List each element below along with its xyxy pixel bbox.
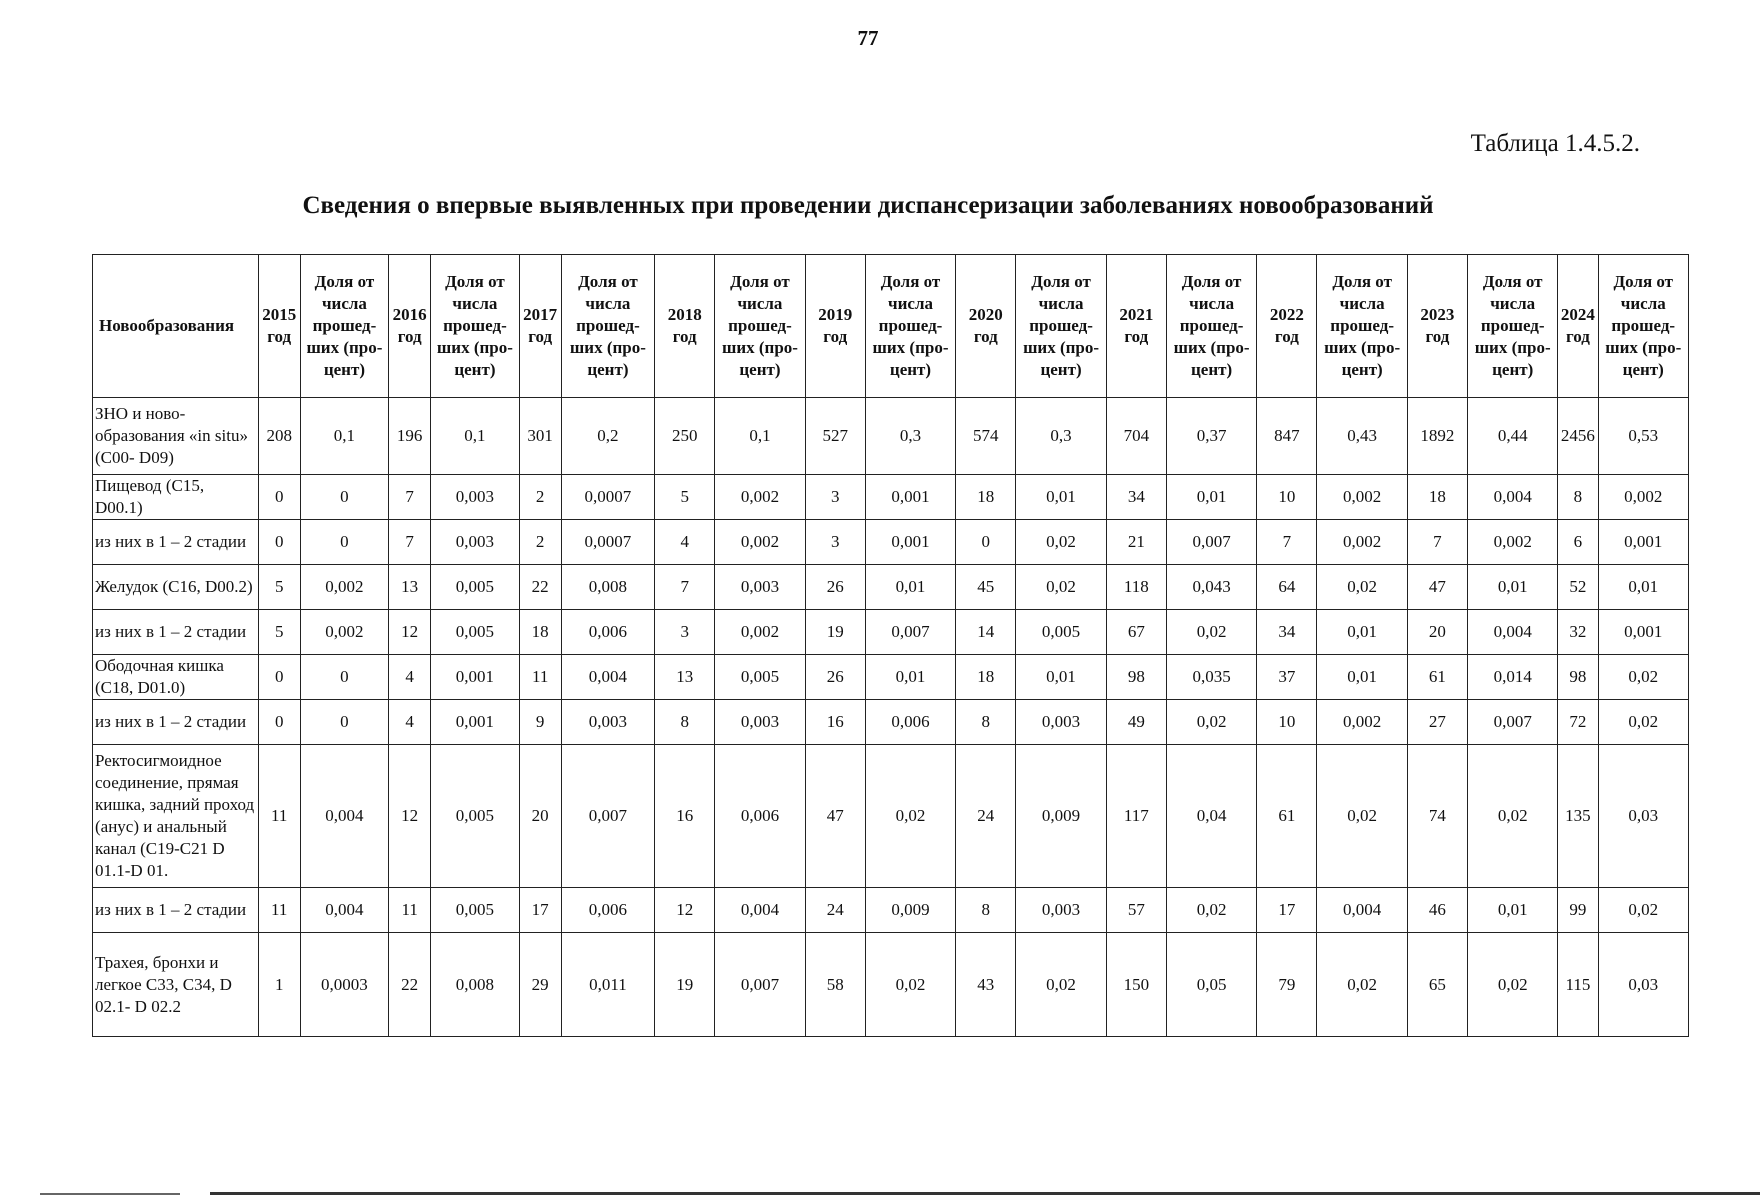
cell-count: 2: [519, 520, 561, 565]
cell-count: 29: [519, 933, 561, 1037]
cell-count: 18: [956, 475, 1016, 520]
cell-count: 16: [655, 745, 715, 888]
cell-count: 0: [258, 655, 300, 700]
cell-share: 0,1: [715, 398, 805, 475]
cell-count: 13: [655, 655, 715, 700]
cell-count: 135: [1558, 745, 1598, 888]
cell-count: 27: [1407, 700, 1467, 745]
cell-share: 0,01: [1468, 888, 1558, 933]
cell-count: 12: [389, 745, 431, 888]
table-row: [93, 700, 1689, 745]
header-year: 2018 год: [655, 255, 715, 398]
cell-count: 19: [655, 933, 715, 1037]
cell-share: 0,004: [561, 655, 654, 700]
page-number: 77: [857, 26, 879, 50]
cell-count: 26: [805, 655, 865, 700]
cell-share: 0,001: [1598, 610, 1689, 655]
document-title: Сведения о впервые выявленных при проведении диспансеризации заболеваниях новообразований: [302, 192, 1434, 219]
cell-count: 7: [1257, 520, 1317, 565]
cell-share: 0,006: [561, 610, 654, 655]
cell-share: 0,011: [561, 933, 654, 1037]
cell-share: 0,005: [431, 888, 519, 933]
cell-share: 0,02: [1317, 933, 1407, 1037]
cell-share: 0,01: [1166, 475, 1256, 520]
cell-count: 7: [389, 475, 431, 520]
cell-count: 8: [956, 700, 1016, 745]
header-share: Доля от числа прошед-ших (про-цент): [1468, 255, 1558, 398]
table-row: [93, 888, 1689, 933]
header-year: 2023 год: [1407, 255, 1467, 398]
cell-count: 34: [1257, 610, 1317, 655]
cell-share: 0,007: [561, 745, 654, 888]
cell-count: 8: [655, 700, 715, 745]
table-header-row: [93, 255, 1689, 398]
cell-share: 0,02: [1598, 888, 1689, 933]
cell-count: 45: [956, 565, 1016, 610]
cell-share: 0,007: [715, 933, 805, 1037]
header-share: Доля от числа прошед-ших (про-цент): [561, 255, 654, 398]
cell-count: 12: [389, 610, 431, 655]
cell-count: 7: [655, 565, 715, 610]
cell-share: 0,02: [1166, 888, 1256, 933]
cell-count: 49: [1106, 700, 1166, 745]
cell-count: 79: [1257, 933, 1317, 1037]
cell-count: 115: [1558, 933, 1598, 1037]
cell-share: 0,02: [1016, 933, 1106, 1037]
header-share: Доля от числа прошед-ших (про-цент): [1166, 255, 1256, 398]
cell-share: 0,02: [1317, 745, 1407, 888]
cell-share: 0,009: [1016, 745, 1106, 888]
header-share: Доля от числа прошед-ших (про-цент): [1598, 255, 1689, 398]
header-year: 2020 год: [956, 255, 1016, 398]
cell-share: 0,02: [1016, 565, 1106, 610]
cell-share: 0,02: [865, 933, 955, 1037]
cell-share: 0,02: [1016, 520, 1106, 565]
cell-share: 0,007: [865, 610, 955, 655]
table-row: [93, 398, 1689, 475]
cell-count: 72: [1558, 700, 1598, 745]
cell-share: 0,001: [865, 520, 955, 565]
cell-share: 0,02: [1598, 655, 1689, 700]
cell-share: 0,003: [715, 700, 805, 745]
cell-share: 0,05: [1166, 933, 1256, 1037]
cell-count: 34: [1106, 475, 1166, 520]
cell-count: 7: [1407, 520, 1467, 565]
cell-count: 5: [655, 475, 715, 520]
cell-count: 17: [519, 888, 561, 933]
header-share: Доля от числа прошед-ших (про-цент): [431, 255, 519, 398]
cell-share: 0,04: [1166, 745, 1256, 888]
cell-count: 22: [519, 565, 561, 610]
cell-share: 0,01: [1016, 475, 1106, 520]
cell-share: 0,37: [1166, 398, 1256, 475]
cell-count: 10: [1257, 700, 1317, 745]
cell-count: 3: [805, 475, 865, 520]
cell-count: 10: [1257, 475, 1317, 520]
cell-count: 11: [519, 655, 561, 700]
cell-count: 250: [655, 398, 715, 475]
cell-share: 0,001: [431, 655, 519, 700]
cell-share: 0,008: [431, 933, 519, 1037]
cell-share: 0,007: [1166, 520, 1256, 565]
cell-count: 3: [805, 520, 865, 565]
cell-count: 1: [258, 933, 300, 1037]
cell-count: 18: [519, 610, 561, 655]
table-row: [93, 475, 1689, 520]
cell-count: 13: [389, 565, 431, 610]
cell-count: 2456: [1558, 398, 1598, 475]
cell-count: 4: [389, 655, 431, 700]
row-name: Ректосигмоидное соединение, прямая кишка, задний проход (анус) и анальный канал (С19-С21 D 01.1-D 01.: [93, 745, 259, 888]
cell-share: 0,01: [865, 565, 955, 610]
cell-share: 0,01: [865, 655, 955, 700]
cell-share: 0,003: [1016, 700, 1106, 745]
cell-share: 0,02: [1166, 610, 1256, 655]
cell-count: 99: [1558, 888, 1598, 933]
cell-share: 0,0007: [561, 475, 654, 520]
cell-share: 0,001: [431, 700, 519, 745]
cell-count: 43: [956, 933, 1016, 1037]
cell-count: 58: [805, 933, 865, 1037]
cell-share: 0: [300, 655, 388, 700]
cell-share: 0,006: [561, 888, 654, 933]
cell-share: 0,002: [715, 520, 805, 565]
cell-share: 0,03: [1598, 745, 1689, 888]
cell-count: 47: [1407, 565, 1467, 610]
table-row: [93, 565, 1689, 610]
header-year: 2024 год: [1558, 255, 1598, 398]
cell-count: 32: [1558, 610, 1598, 655]
cell-share: 0,01: [1468, 565, 1558, 610]
cell-count: 0: [258, 520, 300, 565]
cell-count: 0: [956, 520, 1016, 565]
cell-share: 0,002: [715, 610, 805, 655]
cell-share: 0,006: [715, 745, 805, 888]
cell-share: 0,004: [300, 745, 388, 888]
table-row: [93, 933, 1689, 1037]
cell-share: 0,002: [300, 565, 388, 610]
cell-share: 0,0003: [300, 933, 388, 1037]
cell-count: 301: [519, 398, 561, 475]
cell-count: 5: [258, 610, 300, 655]
cell-share: 0,3: [865, 398, 955, 475]
cell-share: 0,02: [1468, 933, 1558, 1037]
cell-share: 0,014: [1468, 655, 1558, 700]
cell-count: 1892: [1407, 398, 1467, 475]
cell-count: 26: [805, 565, 865, 610]
cell-count: 9: [519, 700, 561, 745]
cell-count: 847: [1257, 398, 1317, 475]
cell-share: 0,53: [1598, 398, 1689, 475]
cell-share: 0,02: [865, 745, 955, 888]
header-year: 2019 год: [805, 255, 865, 398]
cell-count: 0: [258, 700, 300, 745]
cell-share: 0,008: [561, 565, 654, 610]
cell-count: 5: [258, 565, 300, 610]
cell-share: 0: [300, 520, 388, 565]
cell-count: 74: [1407, 745, 1467, 888]
cell-share: 0,003: [715, 565, 805, 610]
row-name: из них в 1 – 2 стадии: [93, 888, 259, 933]
cell-share: 0,003: [431, 520, 519, 565]
cell-count: 11: [258, 888, 300, 933]
cell-share: 0,043: [1166, 565, 1256, 610]
header-year: 2021 год: [1106, 255, 1166, 398]
cell-share: 0,2: [561, 398, 654, 475]
cell-share: 0,43: [1317, 398, 1407, 475]
cell-share: 0,009: [865, 888, 955, 933]
cell-share: 0,002: [300, 610, 388, 655]
cell-count: 4: [389, 700, 431, 745]
header-year: 2022 год: [1257, 255, 1317, 398]
cell-share: 0,005: [431, 745, 519, 888]
cell-count: 527: [805, 398, 865, 475]
cell-share: 0,007: [1468, 700, 1558, 745]
row-name: Пищевод (С15, D00.1): [93, 475, 259, 520]
cell-share: 0,03: [1598, 933, 1689, 1037]
cell-count: 57: [1106, 888, 1166, 933]
cell-count: 2: [519, 475, 561, 520]
cell-count: 46: [1407, 888, 1467, 933]
cell-share: 0,02: [1317, 565, 1407, 610]
cell-count: 64: [1257, 565, 1317, 610]
cell-count: 18: [956, 655, 1016, 700]
cell-count: 8: [1558, 475, 1598, 520]
cell-count: 11: [258, 745, 300, 888]
cell-count: 65: [1407, 933, 1467, 1037]
cell-share: 0,002: [1317, 700, 1407, 745]
cell-share: 0,003: [561, 700, 654, 745]
table-caption: Таблица 1.4.5.2.: [1470, 130, 1640, 157]
cell-count: 61: [1407, 655, 1467, 700]
cell-count: 12: [655, 888, 715, 933]
header-share: Доля от числа прошед-ших (про-цент): [300, 255, 388, 398]
cell-share: 0,005: [431, 565, 519, 610]
row-name: из них в 1 – 2 стадии: [93, 700, 259, 745]
cell-count: 16: [805, 700, 865, 745]
cell-count: 11: [389, 888, 431, 933]
footer-rule: [210, 1192, 1760, 1195]
cell-count: 22: [389, 933, 431, 1037]
cell-count: 18: [1407, 475, 1467, 520]
cell-share: 0: [300, 700, 388, 745]
cell-share: 0,02: [1166, 700, 1256, 745]
cell-count: 17: [1257, 888, 1317, 933]
table-row: [93, 610, 1689, 655]
header-neoplasms: Новообразования: [93, 255, 259, 398]
cell-count: 37: [1257, 655, 1317, 700]
cell-count: 98: [1106, 655, 1166, 700]
cell-share: 0,02: [1468, 745, 1558, 888]
cell-count: 67: [1106, 610, 1166, 655]
header-share: Доля от числа прошед-ших (про-цент): [715, 255, 805, 398]
cell-count: 7: [389, 520, 431, 565]
cell-share: 0,003: [1016, 888, 1106, 933]
cell-count: 574: [956, 398, 1016, 475]
cell-share: 0,01: [1317, 610, 1407, 655]
cell-share: 0,005: [715, 655, 805, 700]
cell-count: 61: [1257, 745, 1317, 888]
cell-share: 0,01: [1598, 565, 1689, 610]
cell-share: 0,002: [1598, 475, 1689, 520]
cell-share: 0,006: [865, 700, 955, 745]
cell-share: 0,0007: [561, 520, 654, 565]
cell-share: 0,004: [715, 888, 805, 933]
table-row: [93, 745, 1689, 888]
cell-share: 0,002: [715, 475, 805, 520]
cell-share: 0,004: [300, 888, 388, 933]
cell-share: 0,44: [1468, 398, 1558, 475]
table-row: [93, 520, 1689, 565]
cell-count: 4: [655, 520, 715, 565]
cell-share: 0,003: [431, 475, 519, 520]
cell-share: 0,002: [1317, 475, 1407, 520]
cell-share: 0,02: [1598, 700, 1689, 745]
row-name: Трахея, бронхи и легкое С33, С34, D 02.1- D 02.2: [93, 933, 259, 1037]
row-name: ЗНО и ново-образования «in situ» (С00- D09): [93, 398, 259, 475]
cell-count: 98: [1558, 655, 1598, 700]
cell-share: 0,002: [1468, 520, 1558, 565]
header-share: Доля от числа прошед-ших (про-цент): [865, 255, 955, 398]
row-name: Желудок (С16, D00.2): [93, 565, 259, 610]
cell-count: 196: [389, 398, 431, 475]
cell-share: 0,001: [865, 475, 955, 520]
cell-share: 0,001: [1598, 520, 1689, 565]
footer-rule-left: [40, 1193, 180, 1195]
cell-count: 704: [1106, 398, 1166, 475]
cell-count: 6: [1558, 520, 1598, 565]
row-name: из них в 1 – 2 стадии: [93, 520, 259, 565]
cell-count: 8: [956, 888, 1016, 933]
cell-share: 0,004: [1468, 475, 1558, 520]
table-body: [93, 398, 1689, 1037]
header-share: Доля от числа прошед-ших (про-цент): [1317, 255, 1407, 398]
header-year: 2015 год: [258, 255, 300, 398]
cell-share: 0,002: [1317, 520, 1407, 565]
header-year: 2016 год: [389, 255, 431, 398]
cell-count: 118: [1106, 565, 1166, 610]
cell-share: 0,005: [431, 610, 519, 655]
cell-count: 21: [1106, 520, 1166, 565]
neoplasm-table: [92, 254, 1689, 1037]
cell-count: 20: [519, 745, 561, 888]
cell-count: 24: [805, 888, 865, 933]
cell-count: 0: [258, 475, 300, 520]
row-name: Ободочная кишка (С18, D01.0): [93, 655, 259, 700]
cell-count: 117: [1106, 745, 1166, 888]
cell-share: 0: [300, 475, 388, 520]
cell-share: 0,035: [1166, 655, 1256, 700]
cell-share: 0,3: [1016, 398, 1106, 475]
cell-share: 0,005: [1016, 610, 1106, 655]
cell-share: 0,1: [300, 398, 388, 475]
cell-count: 19: [805, 610, 865, 655]
cell-count: 3: [655, 610, 715, 655]
cell-count: 52: [1558, 565, 1598, 610]
cell-share: 0,01: [1016, 655, 1106, 700]
cell-share: 0,004: [1468, 610, 1558, 655]
cell-count: 47: [805, 745, 865, 888]
cell-count: 208: [258, 398, 300, 475]
cell-share: 0,01: [1317, 655, 1407, 700]
cell-share: 0,004: [1317, 888, 1407, 933]
row-name: из них в 1 – 2 стадии: [93, 610, 259, 655]
header-year: 2017 год: [519, 255, 561, 398]
cell-count: 24: [956, 745, 1016, 888]
cell-count: 14: [956, 610, 1016, 655]
cell-share: 0,1: [431, 398, 519, 475]
header-share: Доля от числа прошед-ших (про-цент): [1016, 255, 1106, 398]
cell-count: 150: [1106, 933, 1166, 1037]
cell-count: 20: [1407, 610, 1467, 655]
table-row: [93, 655, 1689, 700]
